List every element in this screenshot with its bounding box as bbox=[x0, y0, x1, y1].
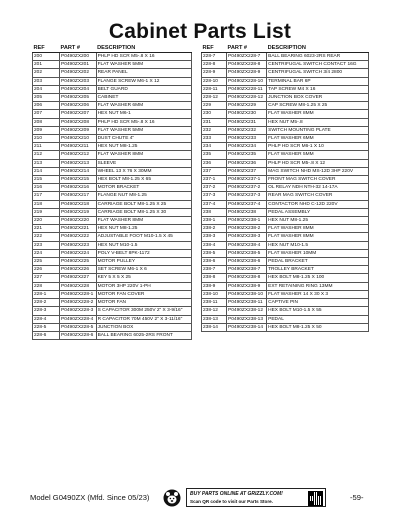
description-cell: FLAT WASHER 6MM bbox=[96, 102, 191, 110]
table-row bbox=[33, 118, 192, 126]
part-number-cell: P0490ZX238-3 bbox=[227, 233, 267, 241]
part-number-cell: P0490ZX238-5 bbox=[227, 249, 267, 257]
ref-cell: 221 bbox=[33, 225, 60, 233]
page-number: -59- bbox=[350, 493, 364, 502]
table-row bbox=[33, 176, 192, 184]
table-row bbox=[33, 192, 192, 200]
table-row bbox=[202, 290, 369, 298]
ref-cell: 218 bbox=[33, 200, 60, 208]
part-number-cell: P0490ZX228-12 bbox=[227, 94, 267, 102]
part-number-cell: P0490ZX207 bbox=[60, 110, 97, 118]
bear-logo-icon bbox=[163, 489, 181, 507]
part-number-cell: P0490ZX211 bbox=[60, 143, 97, 151]
part-number-cell: P0490ZX238-10 bbox=[227, 290, 267, 298]
description-cell: PHLP HD SCR M5-.8 X 12 bbox=[267, 159, 369, 167]
part-number-cell: P0490ZX228-4 bbox=[60, 315, 97, 323]
description-cell: OL RELAY NDH NTH-32 14-17A bbox=[267, 184, 369, 192]
part-number-cell: P0490ZX215 bbox=[60, 176, 97, 184]
ref-cell: 228-6 bbox=[33, 331, 60, 339]
table-row bbox=[202, 151, 369, 159]
ref-cell: 211 bbox=[33, 143, 60, 151]
description-cell: SLEEVE bbox=[96, 159, 191, 167]
table-row bbox=[202, 200, 369, 208]
ref-cell: 225 bbox=[33, 258, 60, 266]
ref-cell: 238-8 bbox=[202, 274, 227, 282]
table-row bbox=[202, 266, 369, 274]
part-number-cell: P0490ZX203 bbox=[60, 77, 97, 85]
ref-cell: 212 bbox=[33, 151, 60, 159]
ref-header: REF bbox=[33, 44, 60, 53]
part-number-cell: P0490ZX228 bbox=[60, 282, 97, 290]
description-cell: MOTOR FAN bbox=[96, 299, 191, 307]
part-number-cell: P0490ZX233 bbox=[227, 135, 267, 143]
part-number-cell: P0490ZX202 bbox=[60, 69, 97, 77]
table-row bbox=[202, 282, 369, 290]
table-row bbox=[202, 118, 369, 126]
ref-cell: 216 bbox=[33, 184, 60, 192]
ref-cell: 228-4 bbox=[33, 315, 60, 323]
table-row bbox=[202, 323, 369, 331]
table-row bbox=[33, 258, 192, 266]
description-cell: FLAT WASHER 5MM bbox=[96, 61, 191, 69]
ref-cell: 228-9 bbox=[202, 69, 227, 77]
ref-cell: 200 bbox=[33, 53, 60, 61]
part-number-cell: P0490ZX222 bbox=[60, 233, 97, 241]
parts-table-left bbox=[32, 44, 192, 340]
part-number-cell: P0490ZX238 bbox=[227, 208, 267, 216]
description-cell: CABINET bbox=[96, 94, 191, 102]
ref-cell: 220 bbox=[33, 217, 60, 225]
part-number-cell: P0490ZX238-12 bbox=[227, 307, 267, 315]
table-row bbox=[33, 53, 192, 61]
table-row bbox=[202, 77, 369, 85]
part-number-cell: P0490ZX224 bbox=[60, 249, 97, 257]
ref-cell: 233 bbox=[202, 135, 227, 143]
description-cell: CONTACTOR NHD C-12D 220V bbox=[267, 200, 369, 208]
description-cell: BALL BEARING 6023-2RS REAR bbox=[267, 53, 369, 61]
part-number-cell: P0490ZX237-4 bbox=[227, 200, 267, 208]
table-row bbox=[202, 233, 369, 241]
description-cell: PEDAL ASSEMBLY bbox=[267, 208, 369, 216]
table-row bbox=[33, 143, 192, 151]
description-cell: REAR PANEL bbox=[96, 69, 191, 77]
ref-cell: 201 bbox=[33, 61, 60, 69]
ref-cell: 228-8 bbox=[202, 61, 227, 69]
description-header: DESCRIPTION bbox=[96, 44, 191, 53]
ref-cell: 238-9 bbox=[202, 282, 227, 290]
part-number-cell: P0490ZX235 bbox=[227, 151, 267, 159]
table-row bbox=[202, 241, 369, 249]
description-cell: PHLP HD SCR M6-1 X 10 bbox=[267, 143, 369, 151]
part-number-cell: P0490ZX237-3 bbox=[227, 192, 267, 200]
ref-cell: 205 bbox=[33, 94, 60, 102]
description-cell: FLAT WASHER 6MM bbox=[267, 135, 369, 143]
ref-cell: 238-11 bbox=[202, 299, 227, 307]
ref-cell: 210 bbox=[33, 135, 60, 143]
qr-code-icon[interactable] bbox=[308, 491, 323, 506]
table-row bbox=[33, 241, 192, 249]
ref-cell: 202 bbox=[33, 69, 60, 77]
table-row bbox=[202, 208, 369, 216]
table-row bbox=[202, 110, 369, 118]
part-number-cell: P0490ZX238-2 bbox=[227, 225, 267, 233]
part-number-cell: P0490ZX204 bbox=[60, 85, 97, 93]
description-cell: JUNCTION BOX bbox=[96, 323, 191, 331]
part-number-cell: P0490ZX214 bbox=[60, 167, 97, 175]
part-number-header: PART # bbox=[227, 44, 267, 53]
part-number-cell: P0490ZX230 bbox=[227, 110, 267, 118]
part-number-cell: P0490ZX238-4 bbox=[227, 241, 267, 249]
parts-table-right bbox=[201, 44, 369, 332]
ref-cell: 227 bbox=[33, 274, 60, 282]
ref-cell: 228-10 bbox=[202, 77, 227, 85]
table-row bbox=[202, 258, 369, 266]
table-row bbox=[33, 331, 192, 339]
table-row bbox=[202, 102, 369, 110]
ref-cell: 228-12 bbox=[202, 94, 227, 102]
ref-cell: 238-14 bbox=[202, 323, 227, 331]
part-number-header: PART # bbox=[60, 44, 97, 53]
description-cell: FLANGE NUT M8-1.25 bbox=[96, 192, 191, 200]
part-number-cell: P0490ZX228-3 bbox=[60, 307, 97, 315]
table-header-row bbox=[33, 44, 192, 53]
part-number-cell: P0490ZX227 bbox=[60, 274, 97, 282]
parts-table-right-body bbox=[202, 53, 369, 332]
description-cell: WHEEL 13 X 76 X 30MM bbox=[96, 167, 191, 175]
description-cell: FLAT WASHER 8MM bbox=[96, 151, 191, 159]
ref-cell: 238-12 bbox=[202, 307, 227, 315]
part-number-cell: P0490ZX238-8 bbox=[227, 274, 267, 282]
description-cell: HEX NUT M10-1.5 bbox=[267, 241, 369, 249]
part-number-cell: P0490ZX200 bbox=[60, 53, 97, 61]
table-row bbox=[33, 159, 192, 167]
ref-cell: 223 bbox=[33, 241, 60, 249]
ref-cell: 228-5 bbox=[33, 323, 60, 331]
description-cell: HEX NUT M10-1.5 bbox=[96, 241, 191, 249]
description-cell: CAP SCREW M8-1.25 X 25 bbox=[267, 102, 369, 110]
table-row bbox=[33, 323, 192, 331]
table-row bbox=[202, 299, 369, 307]
ref-cell: 236 bbox=[202, 159, 227, 167]
ref-cell: 237-4 bbox=[202, 200, 227, 208]
table-row bbox=[202, 53, 369, 61]
description-cell: DUST CHUTE 4" bbox=[96, 135, 191, 143]
part-number-cell: P0490ZX216 bbox=[60, 184, 97, 192]
ref-cell: 238-5 bbox=[202, 249, 227, 257]
table-row bbox=[33, 151, 192, 159]
description-cell: CENTRIFUGAL SWITCH 3/4 2800 bbox=[267, 69, 369, 77]
description-cell: TROLLEY BRACKET bbox=[267, 266, 369, 274]
ref-cell: 238-4 bbox=[202, 241, 227, 249]
description-header: DESCRIPTION bbox=[267, 44, 369, 53]
ref-cell: 207 bbox=[33, 110, 60, 118]
part-number-cell: P0490ZX218 bbox=[60, 200, 97, 208]
ref-cell: 215 bbox=[33, 176, 60, 184]
table-row bbox=[33, 61, 192, 69]
table-row bbox=[202, 126, 369, 134]
description-cell: CARRIAGE BOLT M8-1.25 X 25 bbox=[96, 200, 191, 208]
part-number-cell: P0490ZX228-5 bbox=[60, 323, 97, 331]
ref-cell: 237-3 bbox=[202, 192, 227, 200]
part-number-cell: P0490ZX238-11 bbox=[227, 299, 267, 307]
description-cell: MOTOR BRACKET bbox=[96, 184, 191, 192]
part-number-cell: P0490ZX238-7 bbox=[227, 266, 267, 274]
description-cell: HEX NUT M8-1.25 bbox=[267, 217, 369, 225]
part-number-cell: P0490ZX228-7 bbox=[227, 53, 267, 61]
description-cell: HEX BOLT M8-1.25 X 65 bbox=[96, 176, 191, 184]
table-row bbox=[33, 85, 192, 93]
description-cell: KEY 5 X 5 X 25 bbox=[96, 274, 191, 282]
ref-cell: 238-13 bbox=[202, 315, 227, 323]
parts-store-promo[interactable] bbox=[186, 488, 326, 507]
table-row bbox=[33, 135, 192, 143]
ref-cell: 224 bbox=[33, 249, 60, 257]
description-cell: POLY V-BELT 8PK-1172 bbox=[96, 249, 191, 257]
ref-cell: 222 bbox=[33, 233, 60, 241]
part-number-cell: P0490ZX237-1 bbox=[227, 176, 267, 184]
ref-cell: 206 bbox=[33, 102, 60, 110]
table-row bbox=[202, 315, 369, 323]
description-cell: REAR MAG SWITCH COVER bbox=[267, 192, 369, 200]
description-cell: S CAPACITOR 300M 250V 2" X 3-9/16" bbox=[96, 307, 191, 315]
description-cell: ADJUSTABLE FOOT M10-1.5 X 45 bbox=[96, 233, 191, 241]
description-cell: FLAT WASHER 10MM bbox=[267, 249, 369, 257]
ref-cell: 204 bbox=[33, 85, 60, 93]
part-number-cell: P0490ZX238-6 bbox=[227, 258, 267, 266]
ref-cell: 203 bbox=[33, 77, 60, 85]
part-number-cell: P0490ZX221 bbox=[60, 225, 97, 233]
part-number-cell: P0490ZX228-10 bbox=[227, 77, 267, 85]
table-row bbox=[33, 282, 192, 290]
ref-cell: 228 bbox=[33, 282, 60, 290]
part-number-cell: P0490ZX228-1 bbox=[60, 290, 97, 298]
part-number-cell: P0490ZX228-9 bbox=[227, 69, 267, 77]
ref-cell: 231 bbox=[202, 118, 227, 126]
description-cell: FLAT WASHER 5MM bbox=[267, 151, 369, 159]
part-number-cell: P0490ZX228-6 bbox=[60, 331, 97, 339]
description-cell: SET SCREW M6-1 X 6 bbox=[96, 266, 191, 274]
description-cell: PHLP HD SCR M5-.8 X 16 bbox=[96, 53, 191, 61]
part-number-cell: P0490ZX229 bbox=[227, 102, 267, 110]
description-cell: TAP SCREW M4 X 16 bbox=[267, 85, 369, 93]
description-cell: HEX BOLT M8-1.25 X 50 bbox=[267, 323, 369, 331]
part-number-cell: P0490ZX232 bbox=[227, 126, 267, 134]
ref-cell: 238-7 bbox=[202, 266, 227, 274]
table-row bbox=[33, 69, 192, 77]
part-number-cell: P0490ZX234 bbox=[227, 143, 267, 151]
part-number-cell: P0490ZX206 bbox=[60, 102, 97, 110]
table-row bbox=[33, 126, 192, 134]
description-cell: PHLP HD SCR M5-.8 X 16 bbox=[96, 118, 191, 126]
description-cell: HEX BOLT M8-1.25 X 100 bbox=[267, 274, 369, 282]
part-number-cell: P0490ZX238-14 bbox=[227, 323, 267, 331]
description-cell: HEX NUT M8-1.25 bbox=[96, 143, 191, 151]
table-row bbox=[202, 61, 369, 69]
ref-cell: 228-2 bbox=[33, 299, 60, 307]
table-row bbox=[202, 176, 369, 184]
table-row bbox=[202, 274, 369, 282]
ref-cell: 237-2 bbox=[202, 184, 227, 192]
part-number-cell: P0490ZX228-2 bbox=[60, 299, 97, 307]
description-cell: CENTRIFUGAL SWITCH CONTACT 16G bbox=[267, 61, 369, 69]
table-row bbox=[202, 249, 369, 257]
part-number-cell: P0490ZX231 bbox=[227, 118, 267, 126]
part-number-cell: P0490ZX238-9 bbox=[227, 282, 267, 290]
table-row bbox=[33, 167, 192, 175]
table-row bbox=[33, 307, 192, 315]
description-cell: HEX NUT M8-1.25 bbox=[96, 225, 191, 233]
part-number-cell: P0490ZX210 bbox=[60, 135, 97, 143]
part-number-cell: P0490ZX237-2 bbox=[227, 184, 267, 192]
table-row bbox=[202, 135, 369, 143]
table-row bbox=[202, 184, 369, 192]
parts-table-left-body bbox=[33, 53, 192, 340]
table-row bbox=[33, 77, 192, 85]
page-title: Cabinet Parts List bbox=[108, 20, 292, 43]
ref-cell: 228-11 bbox=[202, 85, 227, 93]
table-row bbox=[33, 249, 192, 257]
part-number-cell: P0490ZX237 bbox=[227, 167, 267, 175]
ref-cell: 214 bbox=[33, 167, 60, 175]
description-cell: PEDAL bbox=[267, 315, 369, 323]
ref-cell: 238-6 bbox=[202, 258, 227, 266]
table-row bbox=[33, 315, 192, 323]
table-row bbox=[33, 274, 192, 282]
ref-cell: 213 bbox=[33, 159, 60, 167]
description-cell: TERMINAL BAR 6P bbox=[267, 77, 369, 85]
description-cell: FLAT WASHER 5MM bbox=[96, 126, 191, 134]
ref-cell: 238 bbox=[202, 208, 227, 216]
part-number-cell: P0490ZX219 bbox=[60, 208, 97, 216]
description-cell: HEX NUT M6-1 bbox=[96, 110, 191, 118]
description-cell: R CAPACITOR 70M 450V 2" X 3-11/16" bbox=[96, 315, 191, 323]
table-row bbox=[202, 159, 369, 167]
table-row bbox=[33, 266, 192, 274]
table-row bbox=[202, 167, 369, 175]
ref-cell: 228-7 bbox=[202, 53, 227, 61]
description-cell: FLAT WASHER 14 X 30 X 3 bbox=[267, 290, 369, 298]
ref-cell: 228-3 bbox=[33, 307, 60, 315]
table-row bbox=[202, 217, 369, 225]
table-row bbox=[33, 94, 192, 102]
table-row bbox=[33, 299, 192, 307]
description-cell: FRONT MAG SWITCH COVER bbox=[267, 176, 369, 184]
ref-cell: 208 bbox=[33, 118, 60, 126]
part-number-cell: P0490ZX217 bbox=[60, 192, 97, 200]
ref-cell: 237 bbox=[202, 167, 227, 175]
ref-cell: 228-1 bbox=[33, 290, 60, 298]
part-number-cell: P0490ZX238-1 bbox=[227, 217, 267, 225]
table-row bbox=[33, 102, 192, 110]
promo-headline: BUY PARTS ONLINE AT GRIZZLY.COM! bbox=[190, 491, 283, 497]
table-row bbox=[33, 110, 192, 118]
description-cell: MOTOR FAN COVER bbox=[96, 290, 191, 298]
description-cell: CARRIAGE BOLT M8-1.25 X 30 bbox=[96, 208, 191, 216]
part-number-cell: P0490ZX208 bbox=[60, 118, 97, 126]
table-row bbox=[33, 217, 192, 225]
part-number-cell: P0490ZX213 bbox=[60, 159, 97, 167]
table-row bbox=[33, 200, 192, 208]
part-number-cell: P0490ZX201 bbox=[60, 61, 97, 69]
ref-cell: 238-1 bbox=[202, 217, 227, 225]
ref-cell: 219 bbox=[33, 208, 60, 216]
ref-cell: 238-10 bbox=[202, 290, 227, 298]
ref-cell: 232 bbox=[202, 126, 227, 134]
part-number-cell: P0490ZX205 bbox=[60, 94, 97, 102]
description-cell: MOTOR PULLEY bbox=[96, 258, 191, 266]
table-row bbox=[33, 184, 192, 192]
table-row bbox=[202, 85, 369, 93]
part-number-cell: P0490ZX228-11 bbox=[227, 85, 267, 93]
table-row bbox=[33, 233, 192, 241]
description-cell: FLAT WASHER 8MM bbox=[267, 110, 369, 118]
description-cell: BALL BEARING 6025-2RS FRONT bbox=[96, 331, 191, 339]
ref-cell: 226 bbox=[33, 266, 60, 274]
description-cell: FLAT WASHER 8MM bbox=[96, 217, 191, 225]
description-cell: HEX NUT M5-.8 bbox=[267, 118, 369, 126]
page-footer bbox=[0, 487, 400, 511]
description-cell: CAPTIVE PIN bbox=[267, 299, 369, 307]
description-cell: MOTOR 3HP 220V 1-PH bbox=[96, 282, 191, 290]
description-cell: FLAT WASHER 8MM bbox=[267, 225, 369, 233]
table-row bbox=[33, 225, 192, 233]
table-row bbox=[33, 290, 192, 298]
promo-subtext: Scan QR code to visit our Parts Store. bbox=[190, 499, 273, 504]
ref-cell: 237-1 bbox=[202, 176, 227, 184]
table-row bbox=[202, 94, 369, 102]
description-cell: EXT RETAINING RING 13MM bbox=[267, 282, 369, 290]
part-number-cell: P0490ZX236 bbox=[227, 159, 267, 167]
table-row bbox=[202, 69, 369, 77]
table-row bbox=[202, 307, 369, 315]
ref-cell: 234 bbox=[202, 143, 227, 151]
ref-cell: 238-3 bbox=[202, 233, 227, 241]
part-number-cell: P0490ZX238-13 bbox=[227, 315, 267, 323]
ref-header: REF bbox=[202, 44, 227, 53]
description-cell: MAG SWITCH NHD MS-12D 3HP 220V bbox=[267, 167, 369, 175]
description-cell: BELT GUARD bbox=[96, 85, 191, 93]
ref-cell: 238-2 bbox=[202, 225, 227, 233]
table-row bbox=[202, 192, 369, 200]
description-cell: PEDAL BRACKET bbox=[267, 258, 369, 266]
table-row bbox=[202, 225, 369, 233]
part-number-cell: P0490ZX212 bbox=[60, 151, 97, 159]
model-label: Model G0490ZX (Mfd. Since 05/23) bbox=[30, 493, 150, 502]
description-cell: JUNCTION BOX COVER bbox=[267, 94, 369, 102]
part-number-cell: P0490ZX220 bbox=[60, 217, 97, 225]
ref-cell: 230 bbox=[202, 110, 227, 118]
ref-cell: 229 bbox=[202, 102, 227, 110]
description-cell: FLAT WASHER 8MM bbox=[267, 233, 369, 241]
part-number-cell: P0490ZX228-8 bbox=[227, 61, 267, 69]
description-cell: HEX BOLT M10-1.5 X 55 bbox=[267, 307, 369, 315]
description-cell: FLANGE SCREW M6-1 X 12 bbox=[96, 77, 191, 85]
description-cell: SWITCH MOUNTING PLATE bbox=[267, 126, 369, 134]
part-number-cell: P0490ZX225 bbox=[60, 258, 97, 266]
ref-cell: 235 bbox=[202, 151, 227, 159]
table-header-row bbox=[202, 44, 369, 53]
table-row bbox=[33, 208, 192, 216]
part-number-cell: P0490ZX226 bbox=[60, 266, 97, 274]
ref-cell: 217 bbox=[33, 192, 60, 200]
ref-cell: 209 bbox=[33, 126, 60, 134]
part-number-cell: P0490ZX223 bbox=[60, 241, 97, 249]
table-row bbox=[202, 143, 369, 151]
part-number-cell: P0490ZX209 bbox=[60, 126, 97, 134]
